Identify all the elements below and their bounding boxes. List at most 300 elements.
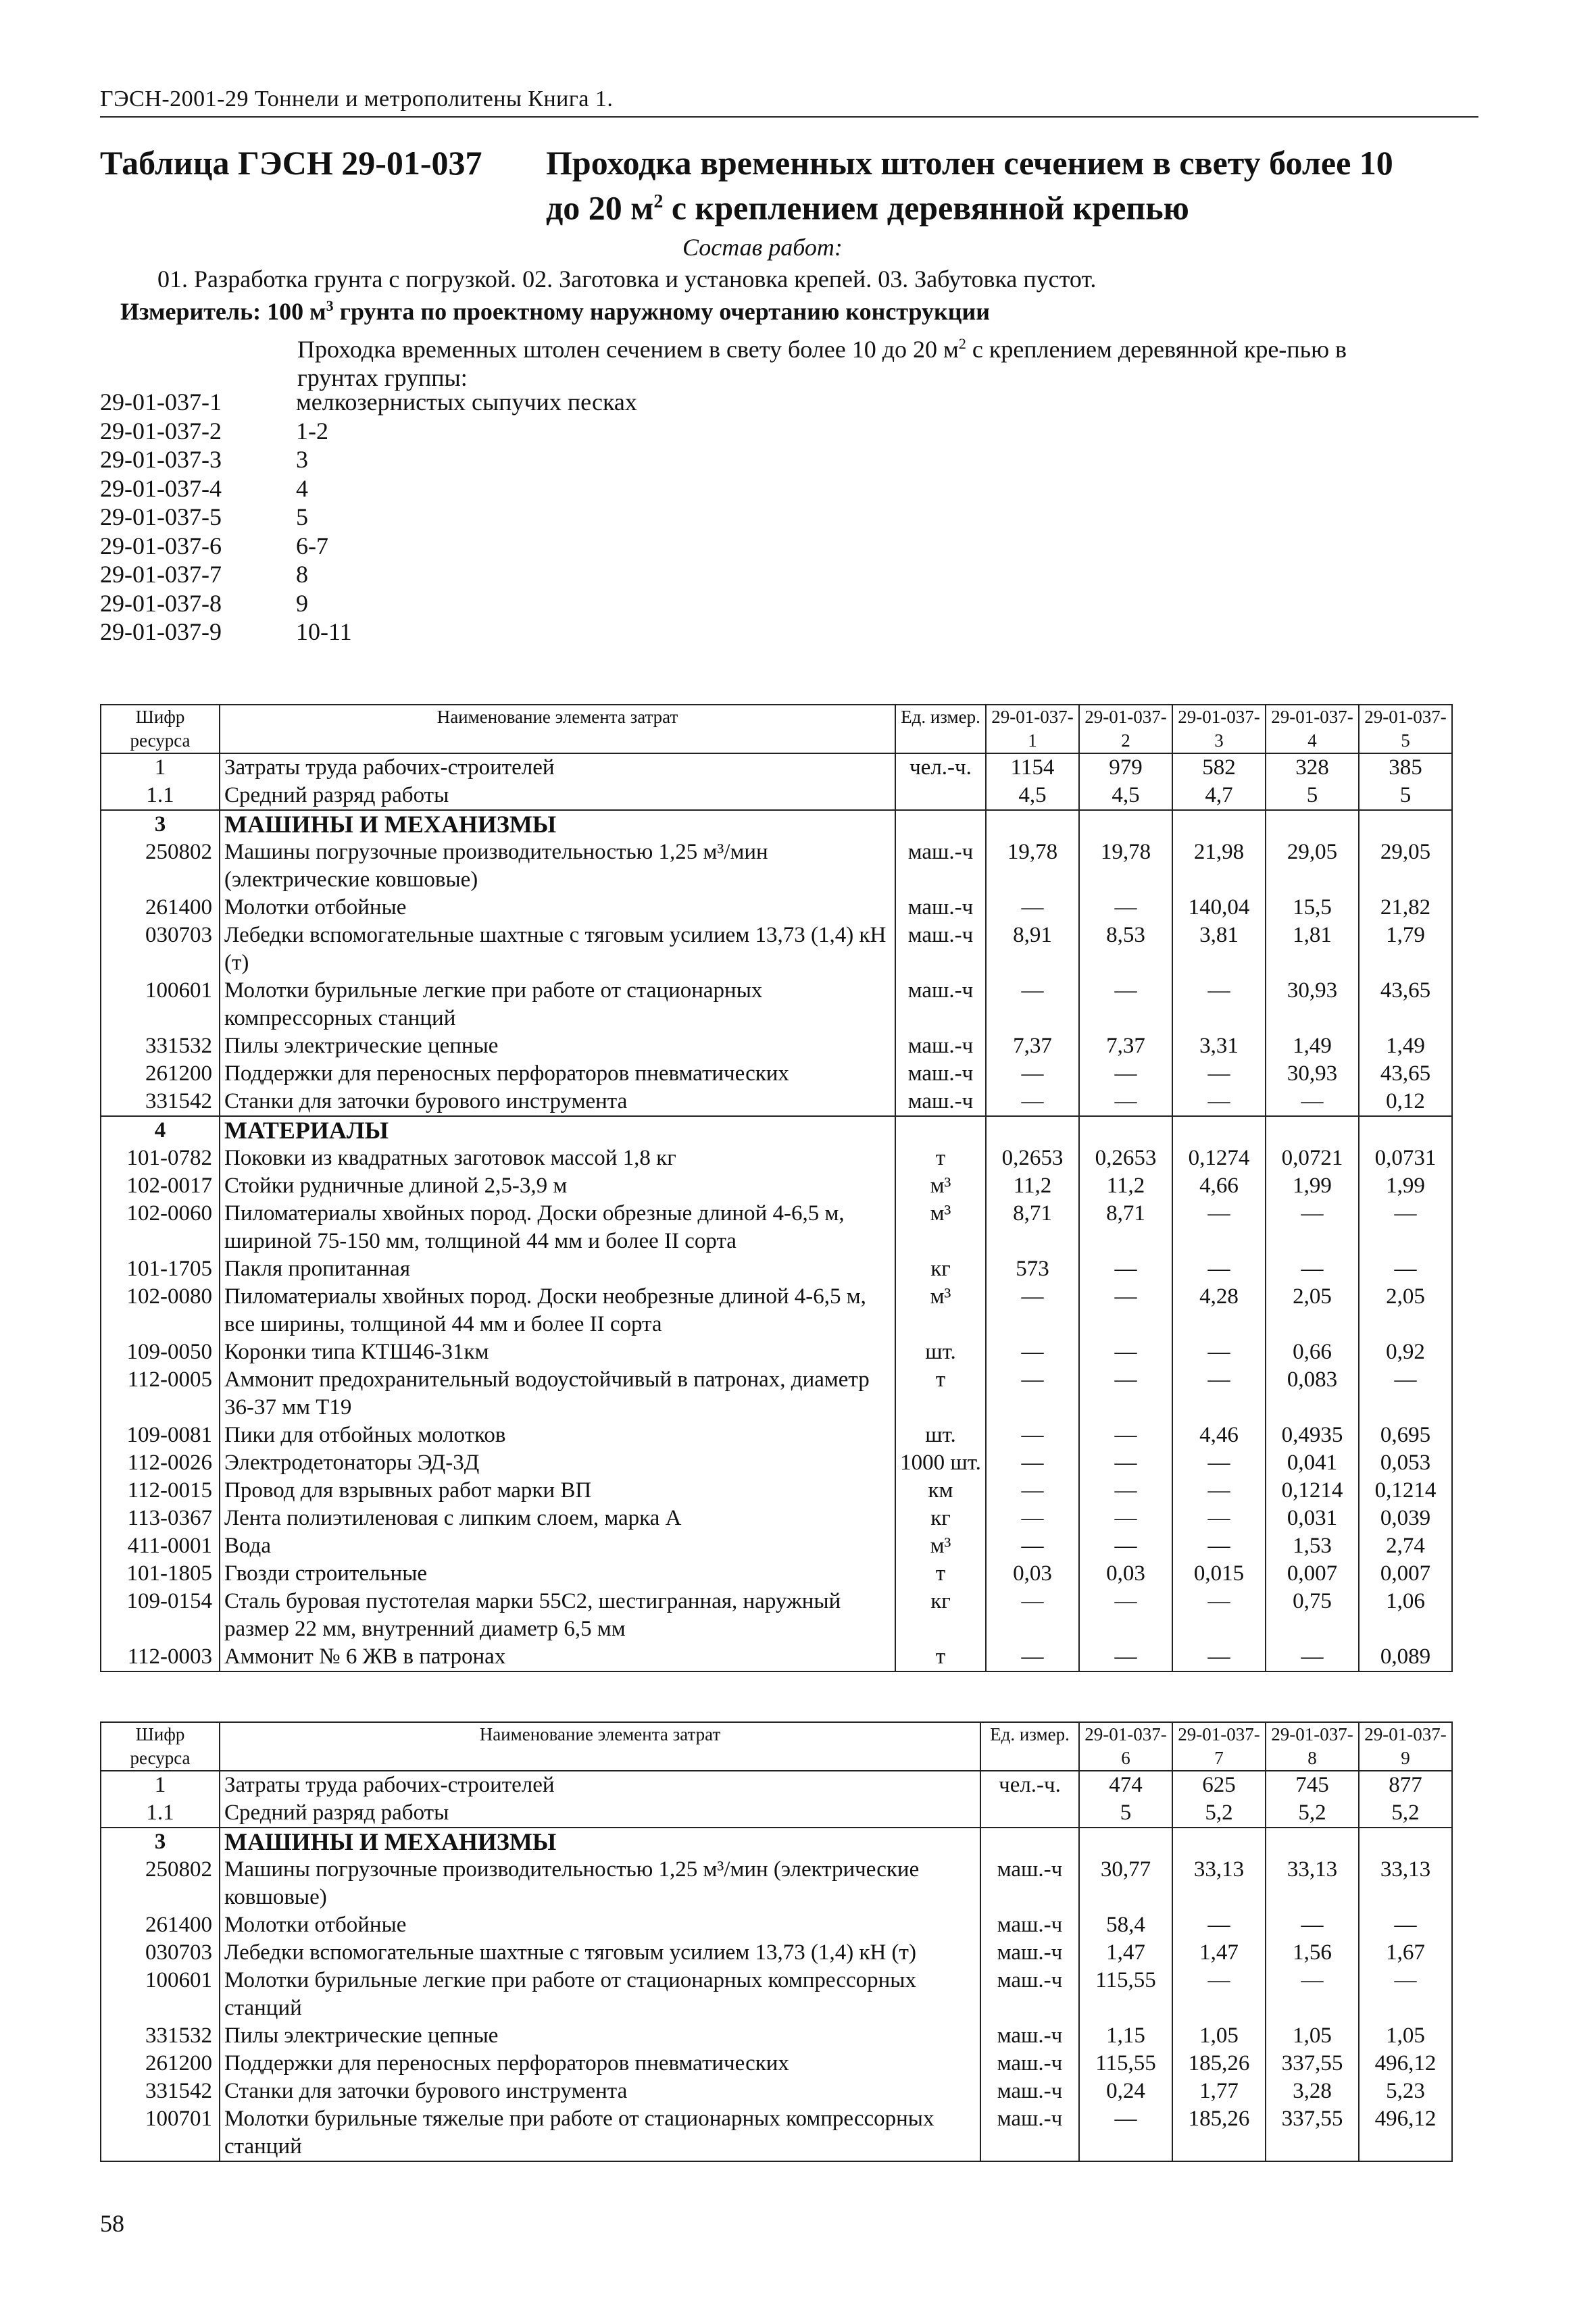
value-cell: 4,7	[1172, 782, 1266, 810]
works-title: Состав работ:	[682, 234, 843, 261]
resource-unit	[980, 1799, 1079, 1828]
value-cell: 8,53	[1079, 922, 1172, 977]
table-heading	[546, 143, 1492, 228]
table-row	[101, 1799, 1452, 1828]
resource-unit: кг	[895, 1588, 986, 1643]
running-head: ГЭСН-2001-29 Тоннели и метрополитены Книга 1.	[100, 86, 1478, 118]
variant-desc: 8	[296, 561, 308, 588]
value-cell: —	[1266, 1967, 1359, 2022]
value-cell: 3,81	[1172, 922, 1266, 977]
table-row	[101, 1032, 1452, 1060]
table-row	[101, 1088, 1452, 1116]
table-heading-part: с креплением деревянной крепью	[663, 188, 1189, 227]
resource-unit: чел.-ч.	[980, 1771, 1079, 1799]
table-row	[101, 1200, 1452, 1255]
value-cell: 1,79	[1359, 922, 1452, 977]
value-cell: 1,49	[1266, 1032, 1359, 1060]
value-cell: 4,5	[986, 782, 1079, 810]
value-cell: 5	[1359, 782, 1452, 810]
value-cell: 8,71	[1079, 1200, 1172, 1255]
table-row	[101, 1588, 1452, 1643]
value-cell: —	[1079, 894, 1172, 922]
value-cell: —	[1266, 1200, 1359, 1255]
resource-unit	[895, 1116, 986, 1145]
resource-name: Коронки типа КТШ46-31км	[220, 1338, 895, 1366]
variant-code: 29-01-037-7	[100, 561, 222, 588]
value-cell: 43,65	[1359, 977, 1452, 1032]
value-cell: 19,78	[1079, 838, 1172, 894]
value-cell: 5,2	[1359, 1799, 1452, 1828]
table-row	[101, 838, 1452, 894]
value-cell: —	[1079, 1643, 1172, 1671]
header-unit: Ед. измер.	[980, 1722, 1079, 1771]
resource-code: 1.1	[101, 782, 220, 810]
value-cell: —	[1172, 1505, 1266, 1532]
value-cell: 0,24	[1079, 2078, 1172, 2105]
resource-unit	[980, 1828, 1079, 1856]
resource-name: МАШИНЫ И МЕХАНИЗМЫ	[220, 1828, 980, 1856]
resource-name: Пакля пропитанная	[220, 1255, 895, 1283]
table-row	[101, 1939, 1452, 1967]
header-name: Наименование элемента затрат	[220, 705, 895, 753]
header-col: 29-01-037-6	[1079, 1722, 1172, 1771]
value-cell: 1,56	[1266, 1939, 1359, 1967]
value-cell: 7,37	[986, 1032, 1079, 1060]
value-cell: 0,015	[1172, 1560, 1266, 1588]
value-cell: —	[1172, 1255, 1266, 1283]
variant-code: 29-01-037-6	[100, 532, 222, 559]
resource-code: 1.1	[101, 1799, 220, 1828]
value-cell: 29,05	[1359, 838, 1452, 894]
resource-name: Средний разряд работы	[220, 1799, 980, 1828]
superscript: 3	[326, 297, 334, 314]
value-cell: 496,12	[1359, 2105, 1452, 2161]
variant-code: 29-01-037-5	[100, 503, 222, 530]
resource-name: Стойки рудничные длиной 2,5-3,9 м	[220, 1172, 895, 1200]
variant-desc: 4	[296, 474, 308, 502]
value-cell: 0,4935	[1266, 1422, 1359, 1449]
value-cell: —	[1359, 1366, 1452, 1422]
table-header-row	[101, 705, 1452, 753]
value-cell: —	[1359, 1967, 1452, 2022]
resource-unit: м³	[895, 1200, 986, 1255]
value-cell: 0,0721	[1266, 1145, 1359, 1172]
variant-desc: 1-2	[296, 417, 328, 445]
resource-code: 101-1805	[101, 1560, 220, 1588]
resource-code: 102-0017	[101, 1172, 220, 1200]
value-cell: —	[986, 894, 1079, 922]
resource-name: Провод для взрывных работ марки ВП	[220, 1477, 895, 1505]
value-cell: —	[986, 1477, 1079, 1505]
value-cell	[1172, 810, 1266, 838]
table-row	[101, 1145, 1452, 1172]
value-cell: 0,1274	[1172, 1145, 1266, 1172]
variant-code: 29-01-037-8	[100, 589, 222, 617]
resource-code: 261200	[101, 2050, 220, 2078]
value-cell: —	[986, 1505, 1079, 1532]
resource-code: 030703	[101, 1939, 220, 1967]
value-cell: 5,2	[1266, 1799, 1359, 1828]
value-cell: 1,67	[1359, 1939, 1452, 1967]
value-cell: 0,1214	[1266, 1477, 1359, 1505]
value-cell: —	[1079, 1060, 1172, 1088]
resource-name: Гвозди строительные	[220, 1560, 895, 1588]
value-cell: 5	[1266, 782, 1359, 810]
value-cell: 21,98	[1172, 838, 1266, 894]
value-cell: —	[986, 1283, 1079, 1338]
value-cell: 3,31	[1172, 1032, 1266, 1060]
resource-name: Аммонит предохранительный водоустойчивый в патронах, диаметр 36-37 мм Т19	[220, 1366, 895, 1422]
value-cell: —	[1172, 1588, 1266, 1643]
resource-name: Пилы электрические цепные	[220, 2022, 980, 2050]
value-cell: 328	[1266, 753, 1359, 782]
table-row	[101, 2105, 1452, 2161]
value-cell: —	[986, 1366, 1079, 1422]
variant-desc: 5	[296, 503, 308, 530]
value-cell: 0,089	[1359, 1643, 1452, 1671]
resource-unit: м³	[895, 1283, 986, 1338]
table-row	[101, 1771, 1452, 1799]
resource-unit: маш.-ч	[980, 1939, 1079, 1967]
variants-list	[100, 388, 637, 647]
resource-name: МАШИНЫ И МЕХАНИЗМЫ	[220, 810, 895, 838]
value-cell: 474	[1079, 1771, 1172, 1799]
resources-table-2	[100, 1721, 1453, 2162]
value-cell: 1,05	[1172, 2022, 1266, 2050]
resource-unit: км	[895, 1477, 986, 1505]
resource-unit: маш.-ч	[980, 2050, 1079, 2078]
value-cell: —	[1266, 1643, 1359, 1671]
resource-code: 112-0005	[101, 1366, 220, 1422]
intro-text	[297, 330, 1432, 392]
value-cell: 19,78	[986, 838, 1079, 894]
value-cell	[1266, 1116, 1359, 1145]
header-col: 29-01-037-5	[1359, 705, 1452, 753]
value-cell: —	[986, 1532, 1079, 1560]
value-cell: —	[1079, 1532, 1172, 1560]
resource-code: 250802	[101, 838, 220, 894]
value-cell: 115,55	[1079, 2050, 1172, 2078]
table-row	[101, 2078, 1452, 2105]
resource-name: Станки для заточки бурового инструмента	[220, 2078, 980, 2105]
resource-code: 331532	[101, 2022, 220, 2050]
variant-desc: 6-7	[296, 532, 328, 559]
table-row	[101, 1967, 1452, 2022]
resource-code: 109-0050	[101, 1338, 220, 1366]
page-number: 58	[100, 2210, 124, 2237]
resource-unit: маш.-ч	[980, 1967, 1079, 2022]
value-cell: 0,75	[1266, 1588, 1359, 1643]
header-code: Шифр ресурса	[101, 705, 220, 753]
value-cell: 1,47	[1172, 1939, 1266, 1967]
value-cell: —	[1172, 977, 1266, 1032]
value-cell: —	[1079, 1255, 1172, 1283]
variant-row	[100, 417, 637, 446]
value-cell: 30,93	[1266, 1060, 1359, 1088]
value-cell: —	[1079, 2105, 1172, 2161]
value-cell: —	[1079, 1088, 1172, 1116]
variant-code: 29-01-037-9	[100, 618, 222, 645]
value-cell: 43,65	[1359, 1060, 1452, 1088]
table-row	[101, 1911, 1452, 1939]
resource-code: 100601	[101, 977, 220, 1032]
resource-code: 102-0060	[101, 1200, 220, 1255]
resource-name: Вода	[220, 1532, 895, 1560]
resource-unit: маш.-ч	[895, 1032, 986, 1060]
variant-code: 29-01-037-1	[100, 388, 222, 416]
table-row	[101, 1505, 1452, 1532]
resource-code: 250802	[101, 1856, 220, 1911]
value-cell	[1266, 1828, 1359, 1856]
variant-row	[100, 618, 637, 647]
resource-unit: шт.	[895, 1338, 986, 1366]
variant-desc: 9	[296, 589, 308, 617]
value-cell: —	[1172, 1366, 1266, 1422]
value-cell: 5,23	[1359, 2078, 1452, 2105]
value-cell: 625	[1172, 1771, 1266, 1799]
resource-name: Молотки бурильные легкие при работе от стационарных компрессорных станций	[220, 1967, 980, 2022]
resource-code: 100601	[101, 1967, 220, 2022]
header-col: 29-01-037-2	[1079, 705, 1172, 753]
value-cell: —	[1079, 1505, 1172, 1532]
value-cell: 11,2	[986, 1172, 1079, 1200]
value-cell: 8,71	[986, 1200, 1079, 1255]
table-row	[101, 977, 1452, 1032]
resource-code: 3	[101, 810, 220, 838]
resource-code: 1	[101, 1771, 220, 1799]
resource-unit: м³	[895, 1532, 986, 1560]
table-row	[101, 1560, 1452, 1588]
value-cell	[1079, 810, 1172, 838]
value-cell: 21,82	[1359, 894, 1452, 922]
value-cell: 58,4	[1079, 1911, 1172, 1939]
value-cell: 337,55	[1266, 2105, 1359, 2161]
variant-code: 29-01-037-2	[100, 417, 222, 445]
value-cell: —	[1079, 1366, 1172, 1422]
table-row	[101, 1338, 1452, 1366]
variant-code: 29-01-037-3	[100, 446, 222, 473]
value-cell: 1,06	[1359, 1588, 1452, 1643]
value-cell: 33,13	[1172, 1856, 1266, 1911]
value-cell: 337,55	[1266, 2050, 1359, 2078]
resource-name: Лебедки вспомогательные шахтные с тяговым усилием 13,73 (1,4) кН (т)	[220, 922, 895, 977]
header-name: Наименование элемента затрат	[220, 1722, 980, 1771]
resource-code: 113-0367	[101, 1505, 220, 1532]
value-cell: —	[1266, 1911, 1359, 1939]
value-cell: 0,2653	[986, 1145, 1079, 1172]
value-cell: 185,26	[1172, 2050, 1266, 2078]
value-cell: —	[1079, 1449, 1172, 1477]
resource-unit: шт.	[895, 1422, 986, 1449]
value-cell	[986, 810, 1079, 838]
value-cell	[1359, 1828, 1452, 1856]
value-cell: 1,49	[1359, 1032, 1452, 1060]
value-cell: 4,28	[1172, 1283, 1266, 1338]
value-cell: 33,13	[1359, 1856, 1452, 1911]
variant-row	[100, 532, 637, 561]
resource-code: 030703	[101, 922, 220, 977]
resource-unit: 1000 шт.	[895, 1449, 986, 1477]
value-cell: 0,083	[1266, 1366, 1359, 1422]
value-cell: 0,041	[1266, 1449, 1359, 1477]
value-cell: 1,53	[1266, 1532, 1359, 1560]
resource-code: 3	[101, 1828, 220, 1856]
value-cell	[986, 1116, 1079, 1145]
resource-code: 109-0154	[101, 1588, 220, 1643]
value-cell: —	[1172, 1088, 1266, 1116]
value-cell: 5	[1079, 1799, 1172, 1828]
table-row	[101, 1856, 1452, 1911]
resource-code: 109-0081	[101, 1422, 220, 1449]
variant-row	[100, 560, 637, 589]
measure-part: грунта по проектному наружному очертанию конструкции	[333, 298, 991, 325]
value-cell: —	[986, 1060, 1079, 1088]
variant-row	[100, 474, 637, 503]
resource-unit: маш.-ч	[980, 2022, 1079, 2050]
resource-code: 411-0001	[101, 1532, 220, 1560]
table-row	[101, 894, 1452, 922]
resource-name: Поддержки для переносных перфораторов пневматических	[220, 2050, 980, 2078]
resource-name: Средний разряд работы	[220, 782, 895, 810]
value-cell: 0,007	[1266, 1560, 1359, 1588]
value-cell: 0,031	[1266, 1505, 1359, 1532]
value-cell: —	[986, 977, 1079, 1032]
resource-code: 1	[101, 753, 220, 782]
header-unit: Ед. измер.	[895, 705, 986, 753]
value-cell: 1,05	[1359, 2022, 1452, 2050]
value-cell: 2,74	[1359, 1532, 1452, 1560]
value-cell: 0,03	[986, 1560, 1079, 1588]
value-cell: 877	[1359, 1771, 1452, 1799]
resource-unit: т	[895, 1560, 986, 1588]
resource-code: 331542	[101, 1088, 220, 1116]
table-row	[101, 753, 1452, 782]
works-text: 01. Разработка грунта с погрузкой. 02. Заготовка и установка крепей. 03. Забутовка пустот.	[157, 266, 1097, 293]
table-row	[101, 2050, 1452, 2078]
table-row	[101, 1366, 1452, 1422]
value-cell: 0,053	[1359, 1449, 1452, 1477]
value-cell: 1154	[986, 753, 1079, 782]
table-heading-line-2	[546, 182, 1492, 228]
measure-unit	[120, 297, 990, 326]
intro-part: Проходка временных штолен сечением в свету более 10 до 20 м	[297, 336, 959, 363]
value-cell: 0,1214	[1359, 1477, 1452, 1505]
variant-row	[100, 589, 637, 618]
value-cell: 745	[1266, 1771, 1359, 1799]
value-cell: —	[1266, 1255, 1359, 1283]
value-cell: 115,55	[1079, 1967, 1172, 2022]
table-header-row	[101, 1722, 1452, 1771]
value-cell: 1,77	[1172, 2078, 1266, 2105]
resource-unit: маш.-ч	[895, 1060, 986, 1088]
resource-name: Поддержки для переносных перфораторов пневматических	[220, 1060, 895, 1088]
value-cell: 1,81	[1266, 922, 1359, 977]
superscript: 2	[653, 191, 664, 212]
variant-code: 29-01-037-4	[100, 474, 222, 502]
resource-name: Сталь буровая пустотелая марки 55С2, шестигранная, наружный размер 22 мм, внутренний диаметр 6,5 мм	[220, 1588, 895, 1643]
value-cell: 496,12	[1359, 2050, 1452, 2078]
resource-name: Электродетонаторы ЭД-3Д	[220, 1449, 895, 1477]
resource-unit: маш.-ч	[895, 894, 986, 922]
resource-unit	[895, 782, 986, 810]
resource-name: Пиломатериалы хвойных пород. Доски необрезные длиной 4-6,5 м, все ширины, толщиной 44 мм и более II сорта	[220, 1283, 895, 1338]
table-row	[101, 1255, 1452, 1283]
value-cell: —	[1359, 1200, 1452, 1255]
resource-name: Поковки из квадратных заготовок массой 1,8 кг	[220, 1145, 895, 1172]
value-cell: —	[1172, 1967, 1266, 2022]
value-cell: —	[986, 1643, 1079, 1671]
value-cell: —	[986, 1449, 1079, 1477]
value-cell: 0,92	[1359, 1338, 1452, 1366]
header-col: 29-01-037-9	[1359, 1722, 1452, 1771]
value-cell: —	[986, 1422, 1079, 1449]
table-row	[101, 1422, 1452, 1449]
value-cell	[1079, 1116, 1172, 1145]
resource-unit: чел.-ч.	[895, 753, 986, 782]
value-cell: 29,05	[1266, 838, 1359, 894]
value-cell: 30,93	[1266, 977, 1359, 1032]
resource-name: Молотки отбойные	[220, 894, 895, 922]
value-cell: —	[1172, 1911, 1266, 1939]
resource-name: Пики для отбойных молотков	[220, 1422, 895, 1449]
resource-unit: м³	[895, 1172, 986, 1200]
resource-code: 112-0003	[101, 1643, 220, 1671]
value-cell	[1359, 810, 1452, 838]
resource-unit: т	[895, 1145, 986, 1172]
value-cell: —	[1172, 1449, 1266, 1477]
header-col: 29-01-037-8	[1266, 1722, 1359, 1771]
value-cell: —	[1079, 977, 1172, 1032]
value-cell: 979	[1079, 753, 1172, 782]
variant-desc: 3	[296, 446, 308, 473]
value-cell: 1,05	[1266, 2022, 1359, 2050]
value-cell: —	[1079, 1422, 1172, 1449]
header-code: Шифр ресурса	[101, 1722, 220, 1771]
header-col: 29-01-037-3	[1172, 705, 1266, 753]
resource-code: 112-0015	[101, 1477, 220, 1505]
value-cell: 385	[1359, 753, 1452, 782]
value-cell: 0,12	[1359, 1088, 1452, 1116]
resource-code: 102-0080	[101, 1283, 220, 1338]
value-cell: —	[1359, 1255, 1452, 1283]
value-cell: —	[1172, 1477, 1266, 1505]
value-cell: 0,0731	[1359, 1145, 1452, 1172]
variant-desc: 10-11	[296, 618, 352, 645]
value-cell: 140,04	[1172, 894, 1266, 922]
resource-name: Молотки бурильные легкие при работе от стационарных компрессорных станций	[220, 977, 895, 1032]
value-cell: 1,99	[1359, 1172, 1452, 1200]
resource-name: Затраты труда рабочих-строителей	[220, 753, 895, 782]
value-cell: 1,99	[1266, 1172, 1359, 1200]
value-cell: 1,47	[1079, 1939, 1172, 1967]
table-row	[101, 1532, 1452, 1560]
value-cell: 15,5	[1266, 894, 1359, 922]
value-cell: —	[986, 1338, 1079, 1366]
resource-code: 261400	[101, 894, 220, 922]
header-col: 29-01-037-7	[1172, 1722, 1266, 1771]
value-cell: 0,03	[1079, 1560, 1172, 1588]
variant-row	[100, 445, 637, 474]
resource-unit: маш.-ч	[980, 2078, 1079, 2105]
value-cell: —	[1079, 1283, 1172, 1338]
table-row	[101, 922, 1452, 977]
resource-name: Станки для заточки бурового инструмента	[220, 1088, 895, 1116]
resource-unit: т	[895, 1366, 986, 1422]
value-cell: 4,5	[1079, 782, 1172, 810]
measure-part: Измеритель: 100 м	[120, 298, 326, 325]
value-cell: —	[986, 1088, 1079, 1116]
header-col: 29-01-037-1	[986, 705, 1079, 753]
